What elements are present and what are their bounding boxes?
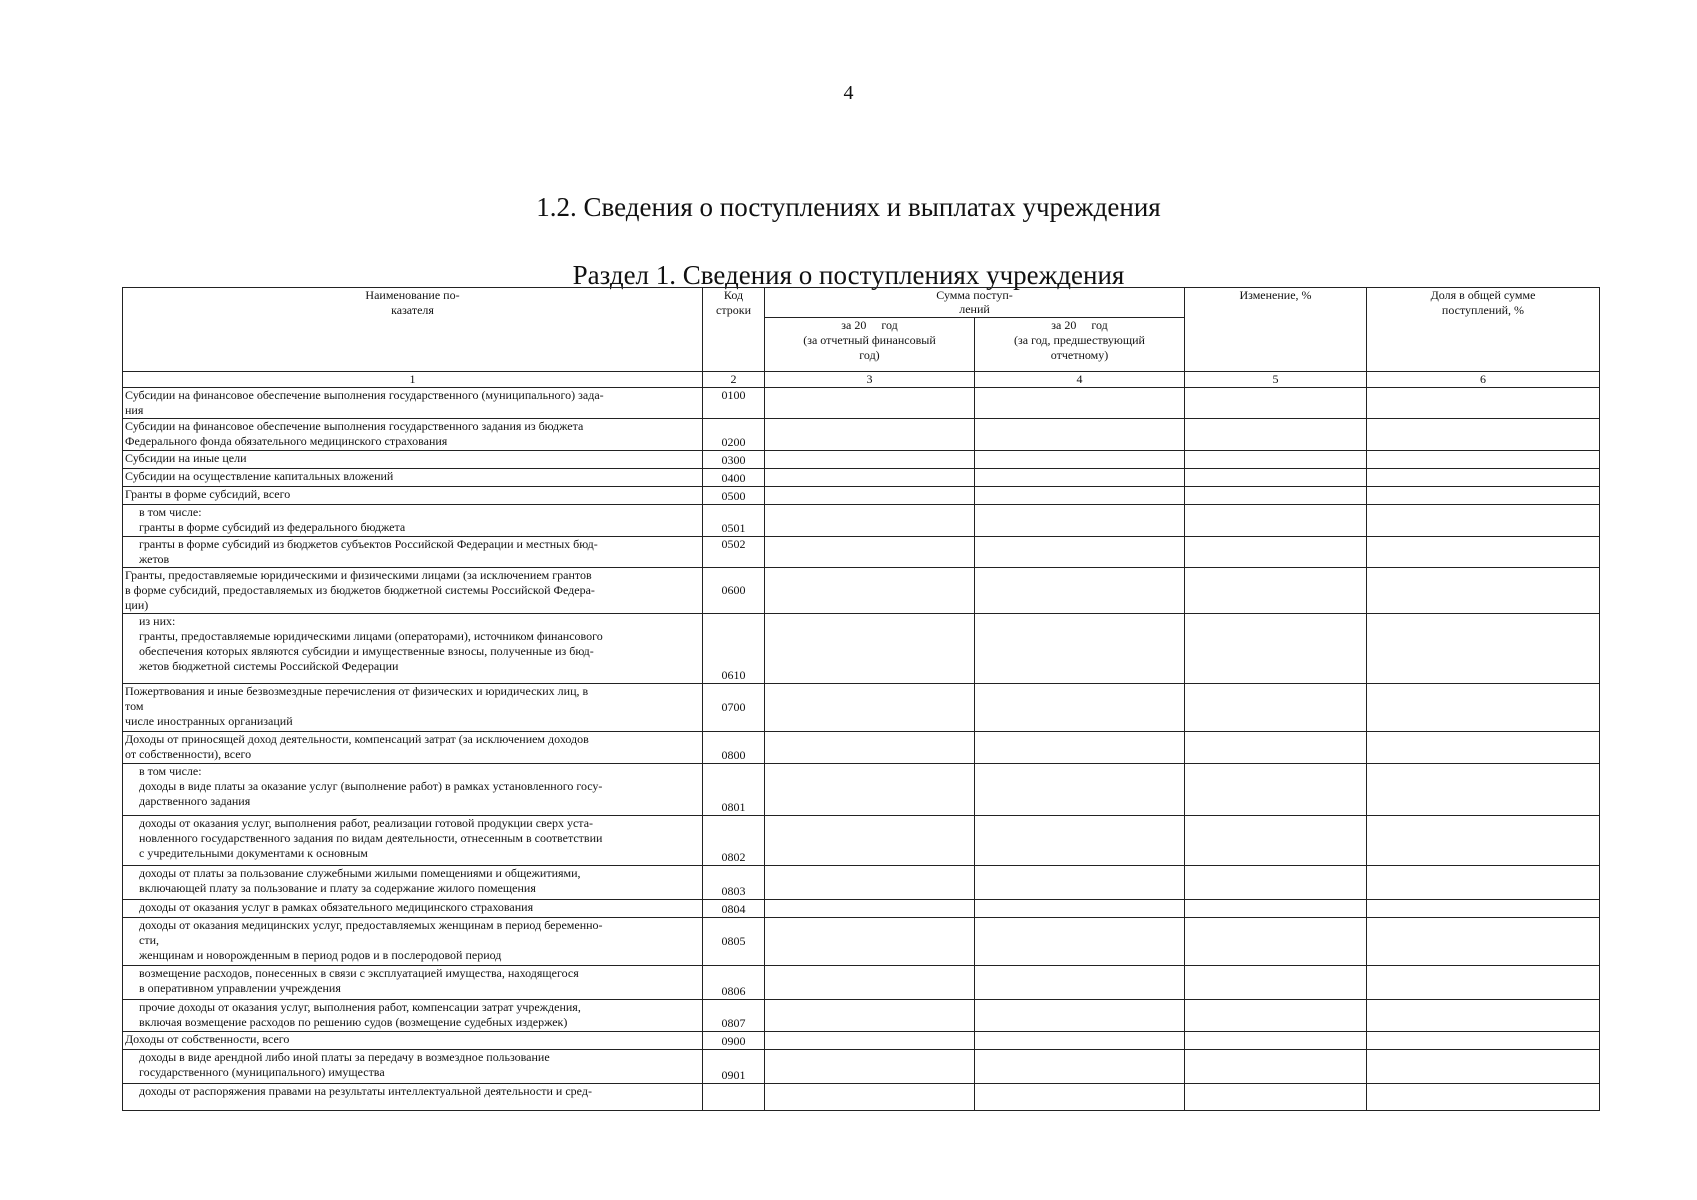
- value-previous-year: [975, 505, 1185, 537]
- indicator-name: Субсидии на иные цели: [123, 451, 703, 469]
- indicator-name: прочие доходы от оказания услуг, выполнения работ, компенсации затрат учреждения, включая возмещение расходов по решению судов (возмещение судебных издержек): [123, 1000, 703, 1032]
- value-change: [1185, 900, 1367, 918]
- table-row: [123, 487, 1600, 505]
- row-code: 0804: [703, 900, 765, 918]
- row-code: 0807: [703, 1000, 765, 1032]
- value-previous-year: [975, 966, 1185, 1000]
- value-share: [1367, 469, 1600, 487]
- indicator-name: Субсидии на финансовое обеспечение выполнения государственного (муниципального) зада- ния: [123, 388, 703, 419]
- value-change: [1185, 966, 1367, 1000]
- indicator-name: доходы от платы за пользование служебными жилыми помещениями и общежитиями, включающей плату за пользование и плату за содержание жилого помещения: [123, 866, 703, 900]
- value-change: [1185, 684, 1367, 732]
- value-change: [1185, 732, 1367, 764]
- indicator-name: доходы от оказания услуг в рамках обязательного медицинского страхования: [123, 900, 703, 918]
- receipts-table: [122, 287, 1600, 1111]
- table-row: [123, 1032, 1600, 1050]
- table-row: [123, 918, 1600, 966]
- value-current-year: [765, 1032, 975, 1050]
- value-change: [1185, 1050, 1367, 1084]
- value-change: [1185, 614, 1367, 684]
- indicator-name: Субсидии на финансовое обеспечение выполнения государственного задания из бюджета Федерального фонда обязательного медицинского страхования: [123, 419, 703, 451]
- value-change: [1185, 568, 1367, 614]
- row-code: 0300: [703, 451, 765, 469]
- year-current-note: (за отчетный финансовый год): [803, 333, 936, 362]
- col-number: 3: [765, 372, 975, 388]
- col-number: 1: [123, 372, 703, 388]
- value-current-year: [765, 1050, 975, 1084]
- value-current-year: [765, 866, 975, 900]
- table-row: [123, 451, 1600, 469]
- value-current-year: [765, 1084, 975, 1111]
- value-share: [1367, 419, 1600, 451]
- value-previous-year: [975, 684, 1185, 732]
- row-code: 0400: [703, 469, 765, 487]
- value-current-year: [765, 816, 975, 866]
- table-row: [123, 505, 1600, 537]
- value-previous-year: [975, 568, 1185, 614]
- header-year-previous: [975, 318, 1185, 372]
- value-current-year: [765, 537, 975, 568]
- header-code: Код строки: [703, 288, 765, 372]
- value-share: [1367, 614, 1600, 684]
- value-share: [1367, 764, 1600, 816]
- indicator-name: в том числе: доходы в виде платы за оказание услуг (выполнение работ) в рамках установленного госу- дарственного задания: [123, 764, 703, 816]
- value-previous-year: [975, 1000, 1185, 1032]
- row-code: 0700: [703, 684, 765, 732]
- value-current-year: [765, 419, 975, 451]
- row-code: 0801: [703, 764, 765, 816]
- header-name: Наименование по- казателя: [123, 288, 703, 372]
- table-row: [123, 732, 1600, 764]
- value-current-year: [765, 764, 975, 816]
- indicator-name: доходы от распоряжения правами на результаты интеллектуальной деятельности и сред-: [123, 1084, 703, 1111]
- value-current-year: [765, 505, 975, 537]
- value-previous-year: [975, 918, 1185, 966]
- value-share: [1367, 900, 1600, 918]
- indicator-name: Доходы от приносящей доход деятельности, компенсаций затрат (за исключением доходов от собственности), всего: [123, 732, 703, 764]
- value-previous-year: [975, 900, 1185, 918]
- value-change: [1185, 388, 1367, 419]
- table-row: [123, 469, 1600, 487]
- value-current-year: [765, 451, 975, 469]
- value-current-year: [765, 568, 975, 614]
- row-code: 0805: [703, 918, 765, 966]
- value-current-year: [765, 469, 975, 487]
- header-change: Изменение, %: [1185, 288, 1367, 372]
- value-share: [1367, 966, 1600, 1000]
- table-row: [123, 966, 1600, 1000]
- indicator-name: возмещение расходов, понесенных в связи с эксплуатацией имущества, находящегося в оперативном управлении учреждения: [123, 966, 703, 1000]
- row-code: 0100: [703, 388, 765, 419]
- table-row: [123, 764, 1600, 816]
- value-change: [1185, 918, 1367, 966]
- value-share: [1367, 866, 1600, 900]
- indicator-name: доходы от оказания медицинских услуг, предоставляемых женщинам в период беременно- сти, женщинам и новорожденным в период родов и в послеродовой период: [123, 918, 703, 966]
- indicator-name: доходы от оказания услуг, выполнения работ, реализации готовой продукции сверх уста- новленного государственного задания по видам деятельности, отнесенным в соответствии с учредительными документами к основным: [123, 816, 703, 866]
- value-previous-year: [975, 1050, 1185, 1084]
- row-code: 0800: [703, 732, 765, 764]
- value-previous-year: [975, 732, 1185, 764]
- col-number: 2: [703, 372, 765, 388]
- indicator-name: из них: гранты, предоставляемые юридическими лицами (операторами), источником финансового обеспечения которых являются субсидии и имущественные взносы, полученные из бюд- жетов бюджетной системы Российской Федерации: [123, 614, 703, 684]
- value-previous-year: [975, 419, 1185, 451]
- value-current-year: [765, 487, 975, 505]
- table-row: [123, 1050, 1600, 1084]
- value-previous-year: [975, 469, 1185, 487]
- indicator-name: Субсидии на осуществление капитальных вложений: [123, 469, 703, 487]
- row-code: 0610: [703, 614, 765, 684]
- table-row: [123, 419, 1600, 451]
- indicator-name: гранты в форме субсидий из бюджетов субъектов Российской Федерации и местных бюд- жетов: [123, 537, 703, 568]
- value-previous-year: [975, 1032, 1185, 1050]
- row-code: 0803: [703, 866, 765, 900]
- value-share: [1367, 505, 1600, 537]
- header-year-current: [765, 318, 975, 372]
- table-row: [123, 388, 1600, 419]
- indicator-name: Гранты, предоставляемые юридическими и физическими лицами (за исключением грантов в форме субсидий, предоставляемых из бюджетов бюджетной системы Российской Федера- ции): [123, 568, 703, 614]
- value-current-year: [765, 918, 975, 966]
- value-change: [1185, 469, 1367, 487]
- row-code: 0806: [703, 966, 765, 1000]
- header-sum: Сумма поступ- лений: [765, 288, 1185, 318]
- table-row: [123, 900, 1600, 918]
- row-code: 0901: [703, 1050, 765, 1084]
- col-number: 6: [1367, 372, 1600, 388]
- value-previous-year: [975, 816, 1185, 866]
- value-change: [1185, 451, 1367, 469]
- value-change: [1185, 1032, 1367, 1050]
- value-share: [1367, 918, 1600, 966]
- value-current-year: [765, 684, 975, 732]
- value-current-year: [765, 1000, 975, 1032]
- section-title: Раздел 1. Сведения о поступлениях учреждения: [572, 260, 1125, 290]
- value-change: [1185, 816, 1367, 866]
- row-code: 0802: [703, 816, 765, 866]
- value-current-year: [765, 388, 975, 419]
- row-code: 0900: [703, 1032, 765, 1050]
- indicator-name: в том числе: гранты в форме субсидий из федерального бюджета: [123, 505, 703, 537]
- value-share: [1367, 487, 1600, 505]
- value-previous-year: [975, 866, 1185, 900]
- value-share: [1367, 732, 1600, 764]
- year-current-label: за 20 год: [841, 318, 898, 332]
- value-current-year: [765, 966, 975, 1000]
- value-previous-year: [975, 487, 1185, 505]
- value-change: [1185, 505, 1367, 537]
- value-share: [1367, 388, 1600, 419]
- value-share: [1367, 684, 1600, 732]
- value-change: [1185, 1084, 1367, 1111]
- table-row: [123, 537, 1600, 568]
- value-share: [1367, 1050, 1600, 1084]
- value-previous-year: [975, 451, 1185, 469]
- value-current-year: [765, 614, 975, 684]
- header-share: Доля в общей сумме поступлений, %: [1367, 288, 1600, 372]
- row-code: 0501: [703, 505, 765, 537]
- value-share: [1367, 816, 1600, 866]
- value-share: [1367, 1032, 1600, 1050]
- year-previous-label: за 20 год: [1051, 318, 1108, 332]
- document-title: 1.2. Сведения о поступлениях и выплатах учреждения: [536, 192, 1161, 222]
- value-change: [1185, 537, 1367, 568]
- value-current-year: [765, 900, 975, 918]
- table-row: [123, 816, 1600, 866]
- column-number-row: [123, 372, 1600, 388]
- table-row: [123, 684, 1600, 732]
- row-code: 0502: [703, 537, 765, 568]
- row-code: [703, 1084, 765, 1111]
- table-row: [123, 1084, 1600, 1111]
- value-previous-year: [975, 1084, 1185, 1111]
- value-share: [1367, 451, 1600, 469]
- value-previous-year: [975, 614, 1185, 684]
- indicator-name: Доходы от собственности, всего: [123, 1032, 703, 1050]
- value-change: [1185, 419, 1367, 451]
- row-code: 0600: [703, 568, 765, 614]
- indicator-name: Гранты в форме субсидий, всего: [123, 487, 703, 505]
- value-share: [1367, 1000, 1600, 1032]
- value-previous-year: [975, 764, 1185, 816]
- table-row: [123, 614, 1600, 684]
- value-change: [1185, 487, 1367, 505]
- table-row: [123, 1000, 1600, 1032]
- page-number: 4: [843, 82, 854, 104]
- col-number: 5: [1185, 372, 1367, 388]
- value-share: [1367, 537, 1600, 568]
- value-current-year: [765, 732, 975, 764]
- value-previous-year: [975, 388, 1185, 419]
- table-row: [123, 866, 1600, 900]
- row-code: 0200: [703, 419, 765, 451]
- row-code: 0500: [703, 487, 765, 505]
- col-number: 4: [975, 372, 1185, 388]
- indicator-name: Пожертвования и иные безвозмездные перечисления от физических и юридических лиц, в том числе иностранных организаций: [123, 684, 703, 732]
- value-previous-year: [975, 537, 1185, 568]
- value-share: [1367, 1084, 1600, 1111]
- table-row: [123, 568, 1600, 614]
- value-change: [1185, 1000, 1367, 1032]
- value-change: [1185, 866, 1367, 900]
- value-change: [1185, 764, 1367, 816]
- value-share: [1367, 568, 1600, 614]
- year-previous-note: (за год, предшествующий отчетному): [1014, 333, 1145, 362]
- indicator-name: доходы в виде арендной либо иной платы за передачу в возмездное пользование государственного (муниципального) имущества: [123, 1050, 703, 1084]
